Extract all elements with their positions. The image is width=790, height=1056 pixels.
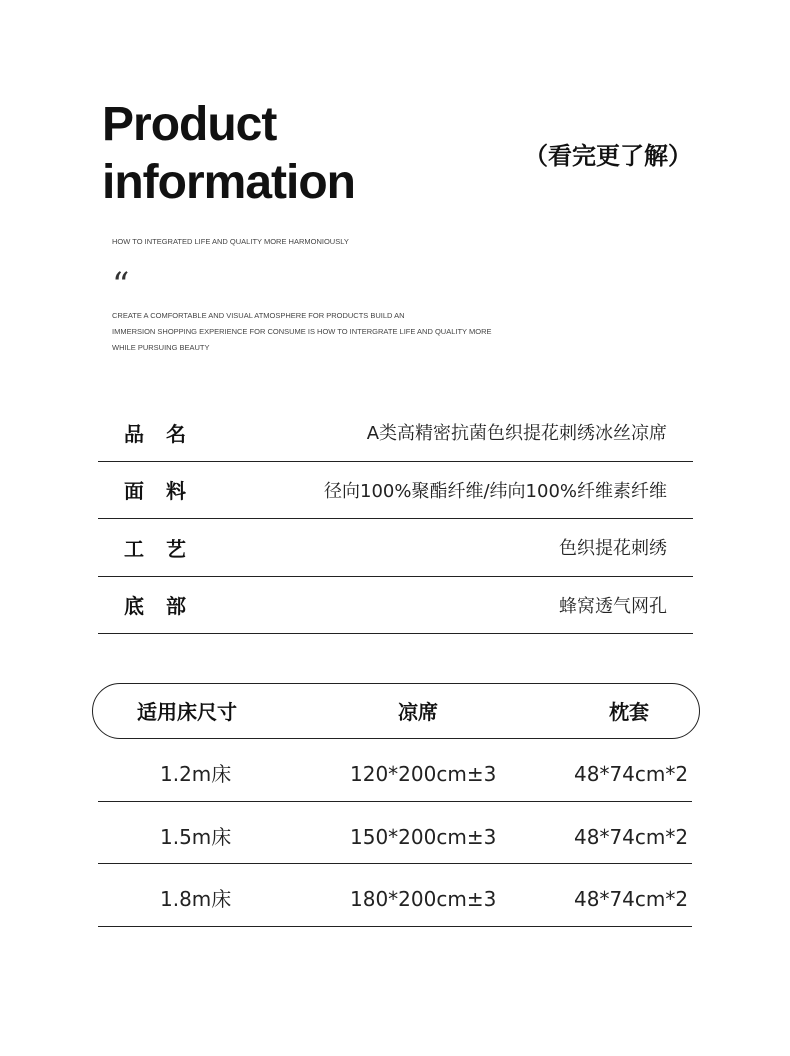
subtitle: HOW TO INTEGRATED LIFE AND QUALITY MORE HARMONIOUSLY [112,237,349,246]
cell-mat-size: 120*200cm±3 [350,762,497,786]
title-chinese-note: （看完更了解） [524,142,692,170]
table-row [98,739,692,802]
cell-bed-size: 1.8m床 [160,887,232,911]
title-line-2: information [102,156,355,209]
quote-mark-icon: “ [112,265,130,305]
info-row-name [98,404,693,462]
description-line: WHILE PURSUING BEAUTY [112,343,210,352]
info-value: A类高精密抗菌色织提花刺绣冰丝凉席 [366,423,667,445]
title-line-1: Product [102,98,277,151]
description [112,308,532,356]
cell-pillow-size: 48*74cm*2 [574,824,689,849]
table-row [98,864,692,927]
info-row-fabric [98,462,693,520]
info-label: 面料 [124,479,208,504]
cell-bed-size: 1.2m床 [160,762,232,786]
size-table-header [92,683,700,739]
info-value: 径向100%聚酯纤维/纬向100%纤维素纤维 [324,480,667,502]
info-label: 品名 [124,421,208,446]
description-line: IMMERSION SHOPPING EXPERIENCE FOR CONSUME IS HOW TO INTERGRATE LIFE AND QUALITY MORE [112,327,492,336]
info-row-craft [98,519,693,577]
cell-bed-size: 1.5m床 [160,824,232,849]
info-value: 蜂窝透气网孔 [559,595,667,617]
info-row-bottom [98,577,693,635]
header-bed-size: 适用床尺寸 [137,700,237,724]
cell-mat-size: 150*200cm±3 [350,824,497,849]
table-row [98,802,692,865]
description-line: CREATE A COMFORTABLE AND VISUAL ATMOSPHERE FOR PRODUCTS BUILD AN [112,311,405,320]
cell-pillow-size: 48*74cm*2 [574,762,689,786]
info-label: 底部 [124,594,208,619]
cell-pillow-size: 48*74cm*2 [574,887,689,911]
info-label: 工艺 [124,536,208,561]
header-mat: 凉席 [398,700,438,724]
product-info-table [98,404,693,634]
page-title [102,96,355,212]
header-pillowcase: 枕套 [609,700,649,724]
size-table [98,739,692,927]
info-value: 色织提花刺绣 [559,538,667,560]
cell-mat-size: 180*200cm±3 [350,887,497,911]
